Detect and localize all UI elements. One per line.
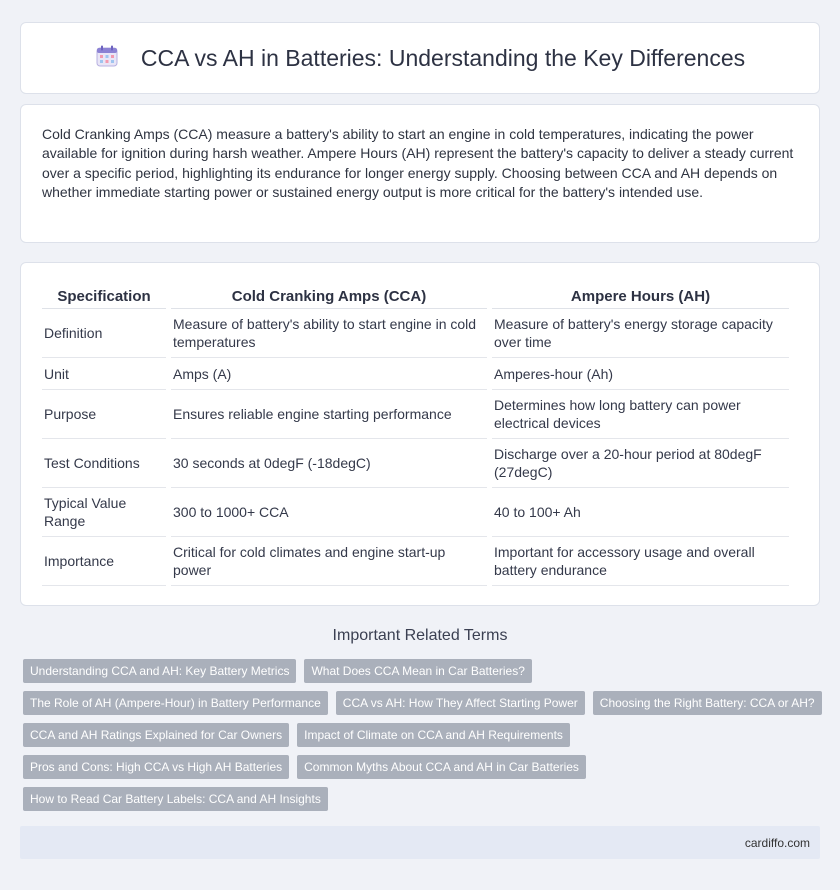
comparison-table (37, 284, 794, 586)
table-header-row (42, 284, 789, 309)
tag-row (23, 723, 823, 747)
related-terms-list (23, 659, 823, 819)
ah-cell: 40 to 100+ Ah (492, 488, 789, 537)
spec-cell: Typical Value Range (42, 488, 166, 537)
tag-row (23, 787, 823, 811)
comparison-table-card (20, 262, 820, 606)
calendar-icon (95, 44, 119, 73)
related-term-tag[interactable]: Pros and Cons: High CCA vs High AH Batteries (23, 755, 289, 779)
cca-cell: Ensures reliable engine starting performance (171, 390, 487, 439)
table-row (42, 309, 789, 358)
ah-cell: Amperes-hour (Ah) (492, 358, 789, 390)
related-term-tag[interactable]: The Role of AH (Ampere-Hour) in Battery Performance (23, 691, 328, 715)
related-term-tag[interactable]: What Does CCA Mean in Car Batteries? (304, 659, 531, 683)
table-row (42, 358, 789, 390)
header-cca: Cold Cranking Amps (CCA) (171, 284, 487, 309)
footer-site-link[interactable]: cardiffo.com (744, 835, 810, 850)
related-term-tag[interactable]: CCA vs AH: How They Affect Starting Power (336, 691, 585, 715)
related-term-tag[interactable]: Choosing the Right Battery: CCA or AH? (593, 691, 822, 715)
ah-cell: Determines how long battery can power electrical devices (492, 390, 789, 439)
title-wrap (95, 44, 745, 73)
ah-cell: Discharge over a 20-hour period at 80degF (27degC) (492, 439, 789, 488)
intro-card (20, 104, 820, 243)
footer (20, 826, 820, 859)
cca-cell: Amps (A) (171, 358, 487, 390)
cca-cell: Critical for cold climates and engine start-up power (171, 537, 487, 586)
header-card (20, 22, 820, 94)
spec-cell: Test Conditions (42, 439, 166, 488)
table-row (42, 390, 789, 439)
cca-cell: 30 seconds at 0degF (-18degC) (171, 439, 487, 488)
related-term-tag[interactable]: How to Read Car Battery Labels: CCA and AH Insights (23, 787, 328, 811)
table-row (42, 537, 789, 586)
table-row (42, 439, 789, 488)
ah-cell: Measure of battery's energy storage capacity over time (492, 309, 789, 358)
tag-row (23, 755, 823, 779)
related-term-tag[interactable]: Impact of Climate on CCA and AH Requirements (297, 723, 570, 747)
related-terms-title: Important Related Terms (332, 627, 508, 644)
tag-row (23, 691, 823, 715)
spec-cell: Purpose (42, 390, 166, 439)
table-row (42, 488, 789, 537)
page-title: CCA vs AH in Batteries: Understanding the Key Differences (140, 44, 746, 71)
spec-cell: Unit (42, 358, 166, 390)
header-specification: Specification (42, 284, 166, 309)
related-term-tag[interactable]: Understanding CCA and AH: Key Battery Metrics (23, 659, 296, 683)
cca-cell: 300 to 1000+ CCA (171, 488, 487, 537)
related-term-tag[interactable]: Common Myths About CCA and AH in Car Batteries (297, 755, 586, 779)
ah-cell: Important for accessory usage and overall battery endurance (492, 537, 789, 586)
cca-cell: Measure of battery's ability to start engine in cold temperatures (171, 309, 487, 358)
intro-text: Cold Cranking Amps (CCA) measure a battery's ability to start an engine in cold temperatures, indicating the power available for ignition during harsh weather. Ampere Hours (AH) represent the battery's capacity to deliver a steady current over a specific period, highlighting its endurance for longer energy supply. Choosing between CCA and AH depends on whether immediate starting power or sustained energy output is more critical for the battery's intended use. (42, 126, 794, 201)
spec-cell: Definition (42, 309, 166, 358)
related-term-tag[interactable]: CCA and AH Ratings Explained for Car Owners (23, 723, 289, 747)
header-ah: Ampere Hours (AH) (492, 284, 789, 309)
spec-cell: Importance (42, 537, 166, 586)
tag-row (23, 659, 823, 683)
